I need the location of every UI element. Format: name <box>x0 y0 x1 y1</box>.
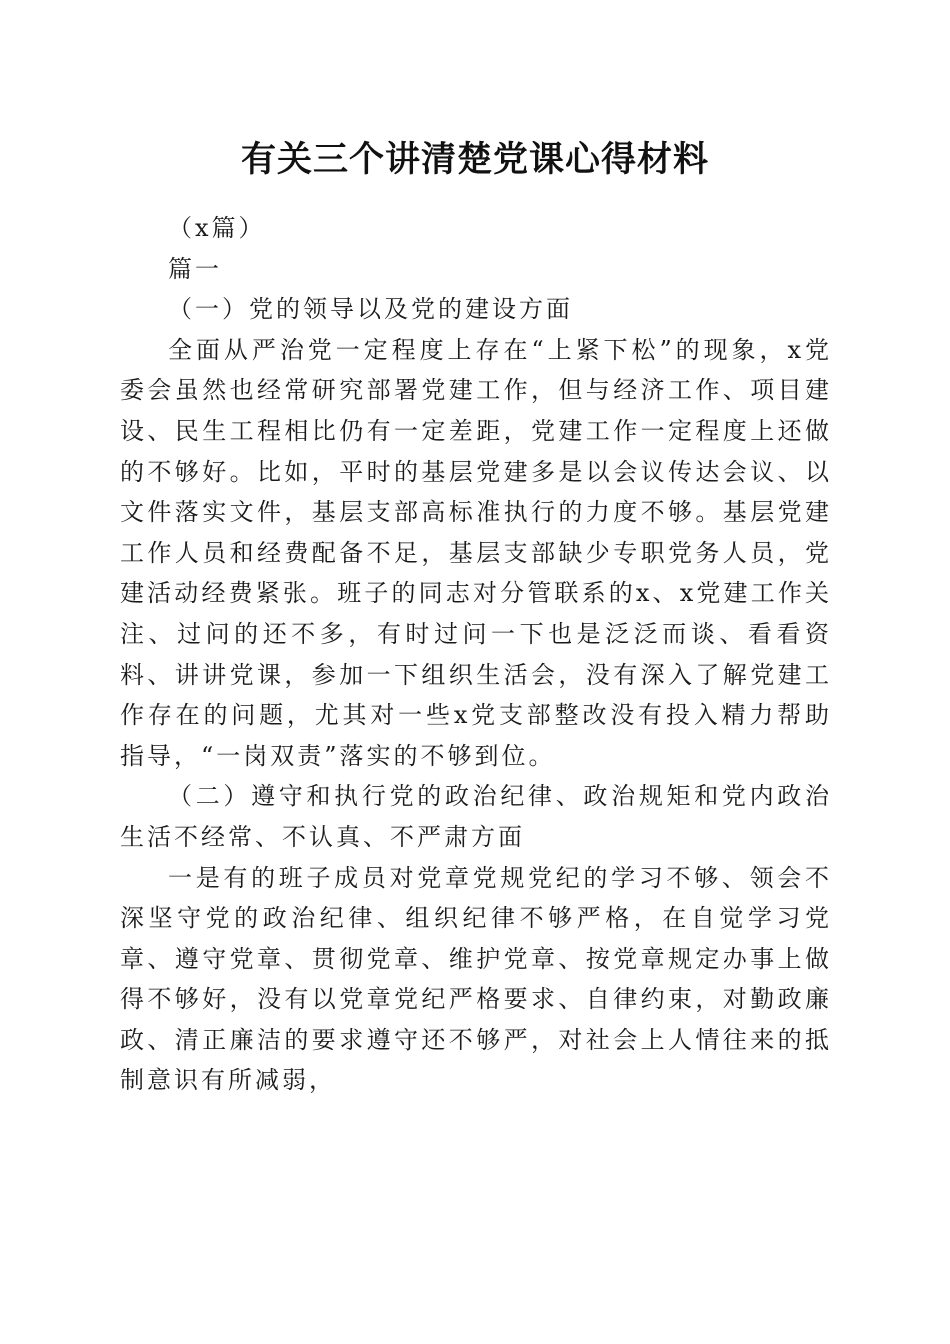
paragraph-section-label: 篇一 <box>168 254 222 283</box>
paragraph-body-2: 一是有的班子成员对党章党规党纪的学习不够、领会不深坚守党的政治纪律、组织纪律不够严格，在自觉学习党章、遵守党章、贯彻党章、维护党章、按党章规定办事上做得不够好，没有以党章党纪严格要求、自律约束，对勤政廉政、清正廉洁的要求遵守还不够严，对社会上人情往来的抵制意识有所减弱， <box>120 863 832 1095</box>
document-title: 有关三个讲清楚党课心得材料 <box>240 139 709 180</box>
document-body <box>120 208 832 1101</box>
paragraph-heading-2: （二）遵守和执行党的政治纪律、政治规矩和党内政治生活不经常、不认真、不严肃方面 <box>120 782 832 851</box>
paragraph-body-1: 全面从严治党一定程度上存在“上紧下松”的现象，x党委会虽然也经常研究部署党建工作，但与经济工作、项目建设、民生工程相比仍有一定差距，党建工作一定程度上还做的不够好。比如，平时的基层党建多是以会议传达会议、以文件落实文件，基层支部高标准执行的力度不够。基层党建工作人员和经费配备不足，基层支部缺少专职党务人员，党建活动经费紧张。班子的同志对分管联系的x、x党建工作关注、过问的还不多，有时过问一下也是泛泛而谈、看看资料、讲讲党课，参加一下组织生活会，没有深入了解党建工作存在的问题，尤其对一些x党支部整改没有投入精力帮助指导，“一岗双责”落实的不够到位。 <box>120 335 832 770</box>
paragraph-article-count: （x篇） <box>168 214 266 242</box>
paragraph-heading-1: （一）党的领导以及党的建设方面 <box>168 295 573 324</box>
